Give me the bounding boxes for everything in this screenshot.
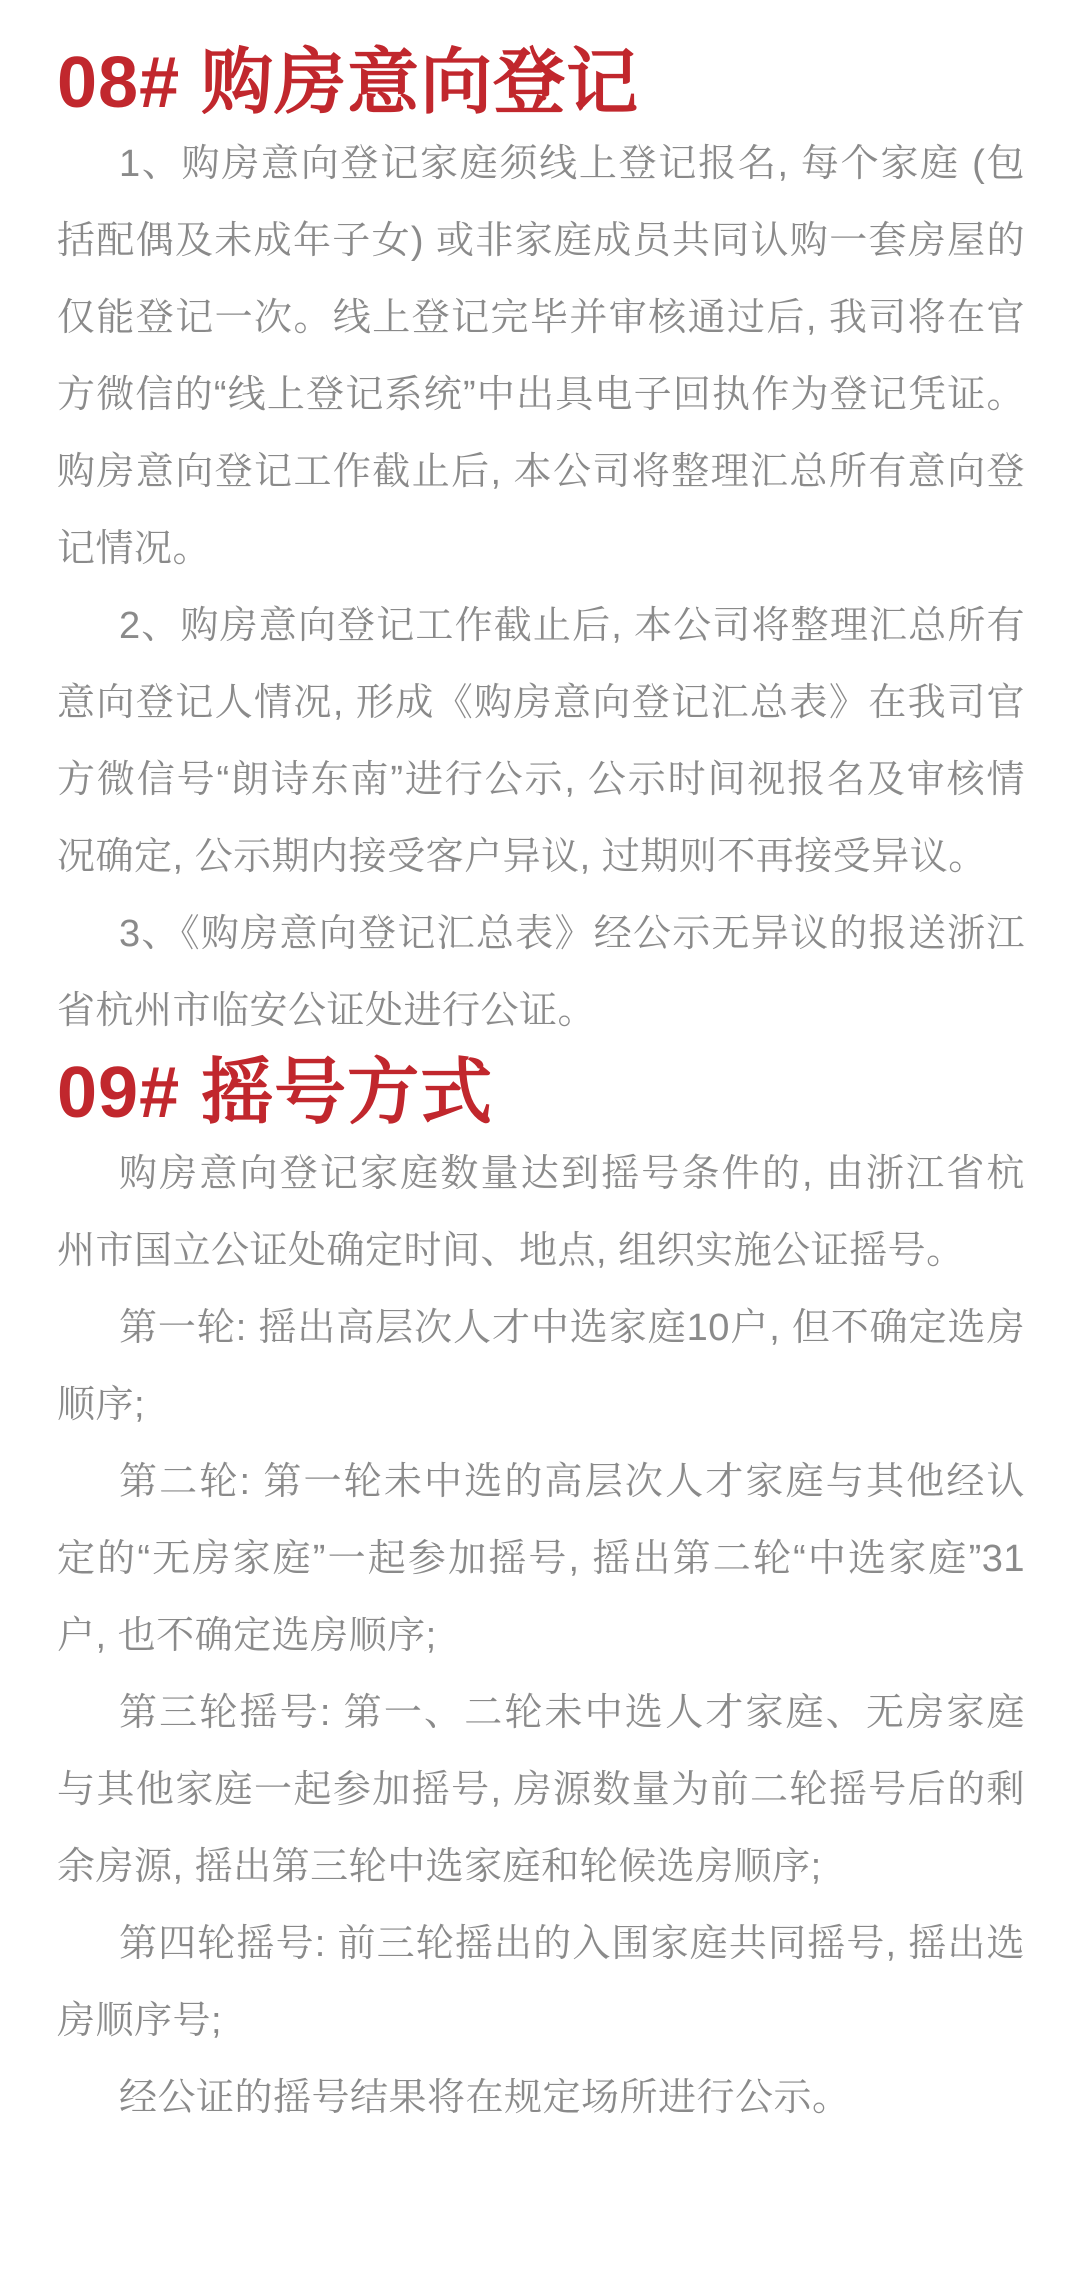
paragraph-lottery-round-1: 第一轮: 摇出高层次人才中选家庭10户, 但不确定选房顺序;: [57, 1307, 1025, 1426]
paragraph-lottery-result-publicity: 经公证的摇号结果将在规定场所进行公示。: [119, 2077, 851, 2119]
paragraph-registration-rule-3: 3、《购房意向登记汇总表》经公示无异议的报送浙江省杭州市临安公证处进行公证。: [57, 913, 1025, 1032]
paragraph-registration-rule-1: 1、购房意向登记家庭须线上登记报名, 每个家庭 (包括配偶及未成年子女) 或非家庭成员共同认购一套房屋的仅能登记一次。线上登记完毕并审核通过后, 我司将在官方微信的“线上登记系统”中出具电子回执作为登记凭证。购房意向登记工作截止后, 本公司将整理汇总所有意向登记情况。: [57, 143, 1025, 570]
paragraph-lottery-intro: 购房意向登记家庭数量达到摇号条件的, 由浙江省杭州市国立公证处确定时间、地点, 组织实施公证摇号。: [57, 1153, 1025, 1272]
paragraph-lottery-round-2: 第二轮: 第一轮未中选的高层次人才家庭与其他经认定的“无房家庭”一起参加摇号, 摇出第二轮“中选家庭”31户, 也不确定选房顺序;: [57, 1461, 1025, 1657]
section-heading-08-purchase-intent-registration: 08# 购房意向登记: [57, 43, 640, 123]
section-heading-09-lottery-method: 09# 摇号方式: [57, 1053, 494, 1133]
paragraph-lottery-round-3: 第三轮摇号: 第一、二轮未中选人才家庭、无房家庭与其他家庭一起参加摇号, 房源数量为前二轮摇号后的剩余房源, 摇出第三轮中选家庭和轮候选房顺序;: [57, 1692, 1025, 1888]
paragraph-lottery-round-4: 第四轮摇号: 前三轮摇出的入围家庭共同摇号, 摇出选房顺序号;: [57, 1923, 1025, 2042]
paragraph-registration-rule-2: 2、购房意向登记工作截止后, 本公司将整理汇总所有意向登记人情况, 形成《购房意向登记汇总表》在我司官方微信号“朗诗东南”进行公示, 公示时间视报名及审核情况确定, 公示期内接受客户异议, 过期则不再接受异议。: [57, 605, 1025, 878]
